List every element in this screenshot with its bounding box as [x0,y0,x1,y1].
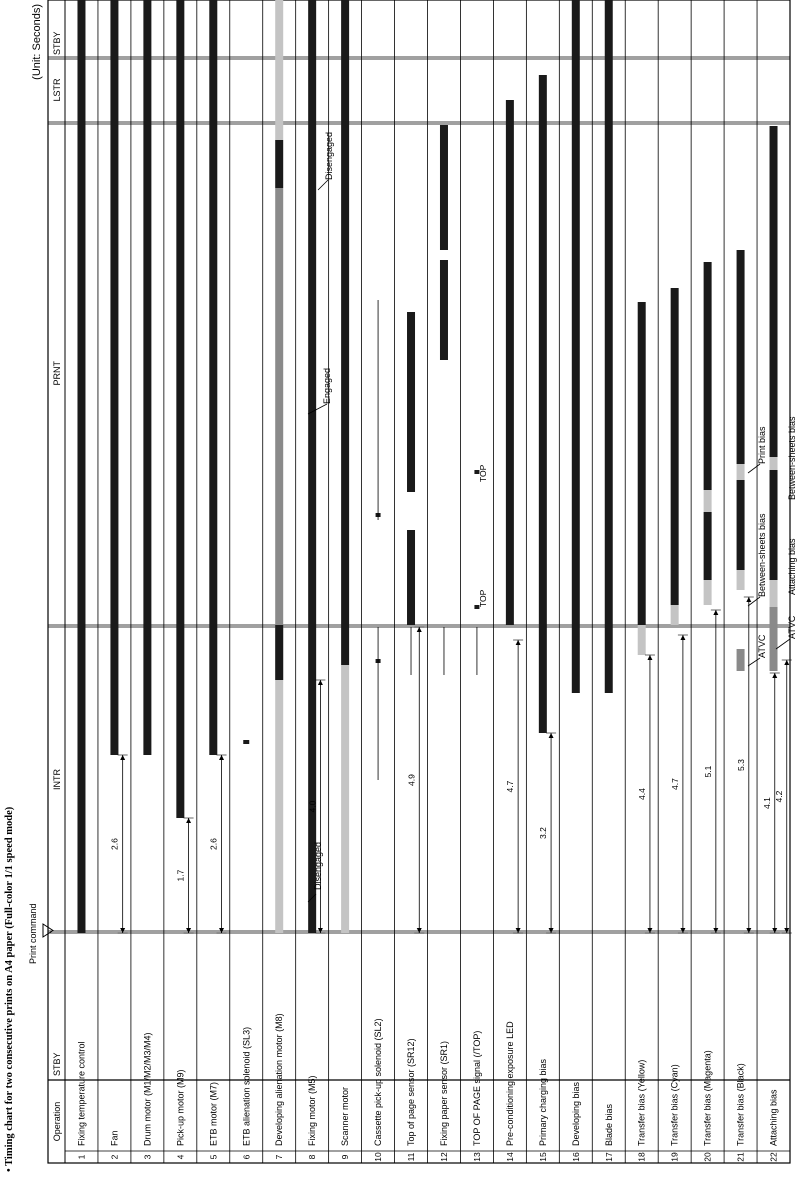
signal-bar [176,0,184,818]
annotation-atvc-2: ATVC [787,615,797,639]
phase-labels [52,31,62,1141]
row-number: 22 [768,1152,779,1162]
signal-bar [737,570,745,590]
arrowhead [417,928,422,933]
arrowhead [219,928,224,933]
signal-bar [671,605,679,625]
signal-bar [407,530,415,625]
signal-bar [308,0,316,933]
row-label: Top of page sensor (SR12) [406,1038,417,1146]
annotation-atvc-1-arrow [748,658,760,666]
annotation-attaching-bias: Attaching bias [787,538,797,595]
row-label: Scanner motor [340,1086,351,1146]
duration-label: 4.2 [773,790,784,803]
arrowhead [318,680,323,685]
row-label: Transfer bias (Magenta) [702,1050,713,1146]
arrowhead [713,610,718,615]
arrowhead [772,673,777,678]
row-number: 11 [406,1152,417,1162]
row-label: TOP OF PAGE signal (/TOP) [471,1030,482,1146]
arrowhead [516,640,521,645]
row-number: 13 [471,1152,482,1162]
chart-grid [48,0,790,1163]
signal-bar [341,0,349,665]
row-number: 2 [109,1154,120,1160]
chart-frame [48,0,790,1163]
annotation-atvc-2-arrow [776,639,790,649]
signal-bar [770,607,778,671]
row-number: 6 [241,1154,252,1160]
annotation-disengaged-2: Disengaged [324,131,334,180]
row-label: Developing alienation motor (M8) [274,1013,285,1146]
signal-bar [737,649,745,671]
signal-bar [77,0,85,933]
annotation-atvc-1: ATVC [757,634,767,658]
annotation-print-bias: Print bias [757,426,767,464]
duration-label: 3.2 [538,827,549,839]
row-label: Fixing temperature control [76,1041,87,1146]
row-number: 20 [702,1152,713,1162]
signal-bar [243,740,249,744]
duration-label: 4.4 [636,788,647,800]
signal-bar [770,580,778,607]
signal-bar [275,140,283,188]
signal-bar [737,250,745,464]
row-label: Blade bias [603,1103,614,1146]
row-number: 3 [142,1154,153,1160]
arrowhead [186,818,191,823]
arrowhead [713,928,718,933]
duration-label: 1.7 [175,869,186,882]
row-label: Drum motor (M1/M2/M3/M4) [142,1032,153,1146]
annotation-between-sheets-2: Between-sheets bias [787,416,797,500]
annotation-top-2: TOP [478,464,488,482]
row-label: ETB alienation solenoid (SL3) [241,1026,252,1146]
signal-bar [275,188,283,625]
signal-bar [539,75,547,733]
annotation-engaged: Engaged [322,367,332,404]
row-label: ETB motor (M7) [208,1081,219,1146]
arrowhead [516,928,521,933]
annotation-disengaged-2-arrow [318,180,328,190]
row-label: Transfer bias (Black) [735,1063,746,1146]
row-number: 14 [504,1152,515,1162]
row-number: 12 [438,1152,449,1162]
signal-bar [770,457,778,470]
signal-bar [506,100,514,625]
arrowhead [746,928,751,933]
arrowhead [120,755,125,760]
unit-label: (Unit: Seconds) [31,4,43,80]
duration-label: 5.1 [702,765,713,778]
row-label: Primary charging bias [537,1058,548,1146]
row-number: 16 [570,1152,581,1162]
arrowhead [746,597,751,602]
arrowhead [784,928,789,933]
row-number: 15 [537,1152,548,1162]
row-label: Pick-up motor (M9) [175,1069,186,1146]
arrowhead [680,635,685,640]
signal-bar [671,288,679,605]
row-number: 8 [307,1154,318,1160]
signal-bar [770,470,778,580]
signal-bar [704,490,712,512]
annotation-disengaged: Disengaged [313,841,323,890]
arrowhead [647,928,652,933]
row-label: Attaching bias [768,1089,779,1146]
phase-label: LSTR [52,78,62,102]
chart-title: • Timing chart for two consecutive prints on A4 paper (Full-color 1/1 speed mode) [4,806,15,1172]
row-number: 5 [208,1154,219,1160]
duration-label: 4.0 [307,800,318,813]
duration-label: 5.3 [735,759,746,771]
signal-bar [770,126,778,457]
arrowhead [549,928,554,933]
row-label: Fixing paper sensor (SR1) [438,1040,449,1146]
signal-bar [341,665,349,933]
duration-label: 4.1 [761,797,772,809]
row-label: Transfer bias (Cyan) [669,1064,680,1146]
arrowhead [186,928,191,933]
arrowhead [219,755,224,760]
phase-label: PRNT [52,361,62,386]
annotation-between-sheets-1: Between-sheets bias [757,513,767,597]
arrowhead [549,733,554,738]
row-number: 19 [669,1152,680,1162]
signal-bar [737,480,745,570]
arrowhead [680,928,685,933]
row-number: 9 [340,1154,351,1160]
arrowhead [318,928,323,933]
signal-bar [638,302,646,625]
signal-bar [110,0,118,755]
arrowhead [647,655,652,660]
row-number: 4 [175,1154,186,1160]
operation-header: Operation [52,1101,62,1142]
annotation-print-bias-arrow [748,464,760,473]
signal-bar [275,0,283,140]
duration-label: 4.7 [505,780,516,793]
signal-bar [605,0,613,693]
phase-label: INTR [52,769,62,790]
row-label: Fixing motor (M5) [307,1075,318,1146]
arrowhead [417,627,422,632]
signal-bar [572,0,580,693]
row-number: 21 [735,1152,746,1162]
row-number: 10 [373,1152,384,1162]
row-number: 7 [274,1154,285,1160]
phase-label: STBY [52,1052,62,1076]
signal-bar [143,0,151,755]
duration-label: 4.7 [669,778,680,790]
arrowhead [784,660,789,665]
signal-bar [704,512,712,580]
signal-bar [704,262,712,490]
row-label: Developing bias [570,1081,581,1146]
duration-label: 2.6 [208,838,219,850]
signal-bar [440,260,448,360]
row-label: Pre-conditioning exposure LED [504,1021,515,1146]
signal-bar [275,625,283,680]
signal-bar [704,580,712,605]
print-command-label: Print command [28,903,38,964]
duration-label: 2.6 [109,838,120,850]
duration-label: 4.9 [406,774,417,786]
signal-bar [737,464,745,480]
row-label: Cassette pick-up solenoid (SL2) [373,1018,384,1146]
phase-label: STBY [52,31,62,55]
arrowhead [772,928,777,933]
row-number: 17 [603,1152,614,1162]
row-number: 18 [636,1152,647,1162]
row-label: Transfer bias (Yellow) [636,1059,647,1146]
signal-bar [440,125,448,250]
signal-bar [638,625,646,655]
row-number: 1 [76,1154,87,1160]
row-label: Fan [109,1130,120,1146]
annotation-top-1: TOP [478,589,488,607]
signal-bar [209,0,217,755]
arrowhead [120,928,125,933]
signal-bar [407,312,415,492]
